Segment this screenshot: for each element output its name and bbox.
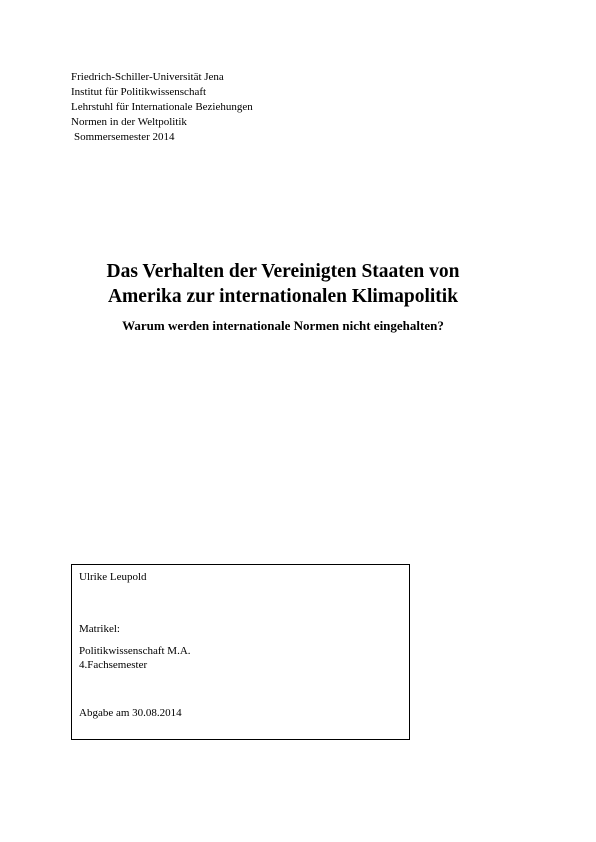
document-subtitle: Warum werden internationale Normen nicht eingehalten? [122, 318, 444, 333]
study-program: Politikwissenschaft M.A. [79, 645, 191, 657]
title-block [40, 259, 526, 334]
matrikel-label: Matrikel: [79, 623, 120, 635]
seminar-name: Normen in der Weltpolitik [71, 116, 187, 128]
chair-name: Lehrstuhl für Internationale Beziehungen [71, 101, 253, 113]
author-name: Ulrike Leupold [79, 571, 147, 583]
institution-header [71, 70, 491, 145]
semester-name: Sommersemester 2014 [74, 131, 175, 143]
author-info-box [71, 564, 410, 740]
submission-date: Abgabe am 30.08.2014 [79, 707, 182, 719]
institute-name: Institut für Politikwissenschaft [71, 86, 207, 98]
document-title [40, 259, 526, 309]
semester-count: 4.Fachsemester [79, 659, 148, 671]
university-name: Friedrich-Schiller-Universität Jena [71, 71, 224, 83]
title-line-1: Das Verhalten der Vereinigten Staaten von [106, 261, 460, 282]
title-line-2: Amerika zur internationalen Klimapolitik [107, 286, 459, 307]
